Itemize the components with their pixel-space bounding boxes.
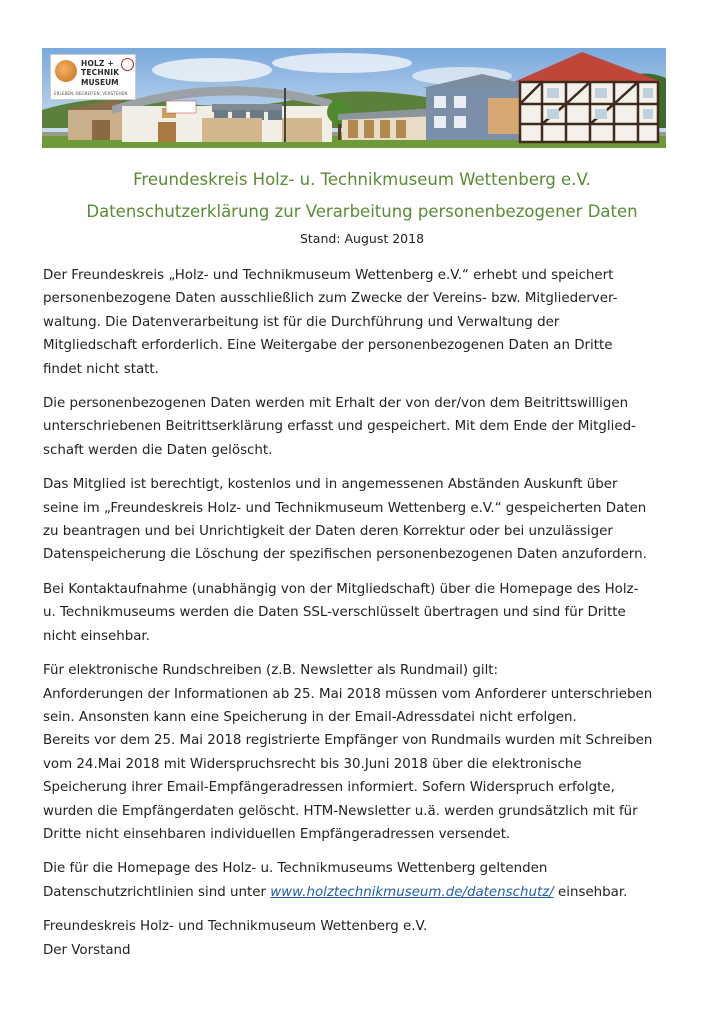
document-title: Freundeskreis Holz- u. Technikmuseum Wettenberg e.V. <box>133 170 591 189</box>
document-subtitle: Datenschutzerklärung zur Verarbeitung personenbezogener Daten <box>86 202 638 221</box>
text-line: sein. Ansonsten kann eine Speicherung in der Email-Adressdatei nicht erfolgen. <box>43 709 577 725</box>
text-line: Mitgliedschaft erforderlich. Eine Weitergabe der personenbezogenen Daten an Dritte <box>43 338 613 354</box>
text-line: u. Technikmuseums werden die Daten SSL-verschlüsselt übertragen und sind für Dritte <box>43 605 626 621</box>
logo-tagline: ERLEBEN, BEGREIFEN, VERSTEHEN <box>54 91 128 96</box>
text-line: Bereits vor dem 25. Mai 2018 registrierte Empfänger von Rundmails wurden mit Schreiben <box>43 733 653 749</box>
header-banner <box>42 48 666 148</box>
signature-block <box>43 915 683 962</box>
text-line-with-link <box>43 881 683 904</box>
text-line: Dritte nicht einsehbaren individuellen Empfängeradressen versendet. <box>43 826 511 842</box>
text-line: Die für die Homepage des Holz- u. Technikmuseums Wettenberg geltenden <box>43 861 548 877</box>
text-line: Anforderungen der Informationen ab 25. Mai 2018 müssen vom Anforderer unterschrieben <box>43 686 653 702</box>
logo-line-3: MUSEUM <box>81 78 119 87</box>
text-line: Das Mitglied ist berechtigt, kostenlos und in angemessenen Abständen Auskunft über <box>43 477 618 493</box>
text-line: nicht einsehbar. <box>43 628 150 644</box>
text-line: Für elektronische Rundschreiben (z.B. Newsletter als Rundmail) gilt: <box>43 663 499 679</box>
text-line: schaft werden die Daten gelöscht. <box>43 442 273 458</box>
text-line: Speicherung ihrer Email-Empfängeradressen informiert. Sofern Widerspruch erfolgte, <box>43 780 615 796</box>
text-line: zu beantragen und bei Unrichtigkeit der Daten deren Korrektur oder bei unzulässiger <box>43 524 613 540</box>
logo-line-1: HOLZ + <box>81 59 114 68</box>
text-line: unterschriebenen Beitrittserklärung erfasst und gespeichert. Mit dem Ende der Mitglied- <box>43 419 636 435</box>
text-line: findet nicht statt. <box>43 361 159 377</box>
text-line: wurden die Empfängerdaten gelöscht. HTM-Newsletter u.ä. werden grundsätzlich mit für <box>43 803 638 819</box>
text-line: waltung. Die Datenverarbeitung ist für die Durchführung und Verwaltung der <box>43 314 560 330</box>
gear-wheel-icon <box>121 58 134 71</box>
paragraph-data-collection <box>43 392 683 462</box>
text-line: Bei Kontaktaufnahme (unabhängig von der Mitgliedschaft) über die Homepage des Holz- <box>43 581 639 597</box>
paragraph-newsletter <box>43 659 683 846</box>
document-date: Stand: August 2018 <box>299 231 425 246</box>
text-line: Der Freundeskreis „Holz- und Technikmuseum Wettenberg e.V.“ erhebt und speichert <box>43 268 614 283</box>
paragraph-member-rights <box>43 473 683 567</box>
text-line: Datenspeicherung die Löschung der spezifischen personenbezogenen Daten anzufordern. <box>43 547 647 563</box>
text-line: personenbezogene Daten ausschließlich zum Zwecke der Vereins- bzw. Mitgliederver- <box>43 291 618 307</box>
signature-board: Der Vorstand <box>43 942 131 958</box>
privacy-policy-link[interactable]: www.holztechnikmuseum.de/datenschutz/ <box>270 884 554 900</box>
text-line: Die personenbezogenen Daten werden mit Erhalt der von der/von dem Beitrittswilligen <box>43 396 629 412</box>
text-segment: einsehbar. <box>553 884 628 900</box>
paragraph-contact <box>43 578 683 648</box>
text-segment: Datenschutzrichtlinien sind unter <box>43 884 271 900</box>
paragraph-membership-data <box>43 264 683 381</box>
museum-logo <box>50 54 136 100</box>
paragraph-homepage-policy <box>43 857 683 904</box>
text-line: seine im „Freundeskreis Holz- und Technikmuseum Wettenberg e.V.“ gespeicherten Daten <box>43 500 647 516</box>
document-body <box>43 264 683 973</box>
logo-line-2: TECHNIK <box>81 68 120 77</box>
logo-emblem-icon <box>55 60 77 82</box>
signature-organization: Freundeskreis Holz- und Technikmuseum Wettenberg e.V. <box>43 919 428 935</box>
text-line: vom 24.Mai 2018 mit Widerspruchsrecht bis 30.Juni 2018 über die elektronische <box>43 756 582 772</box>
